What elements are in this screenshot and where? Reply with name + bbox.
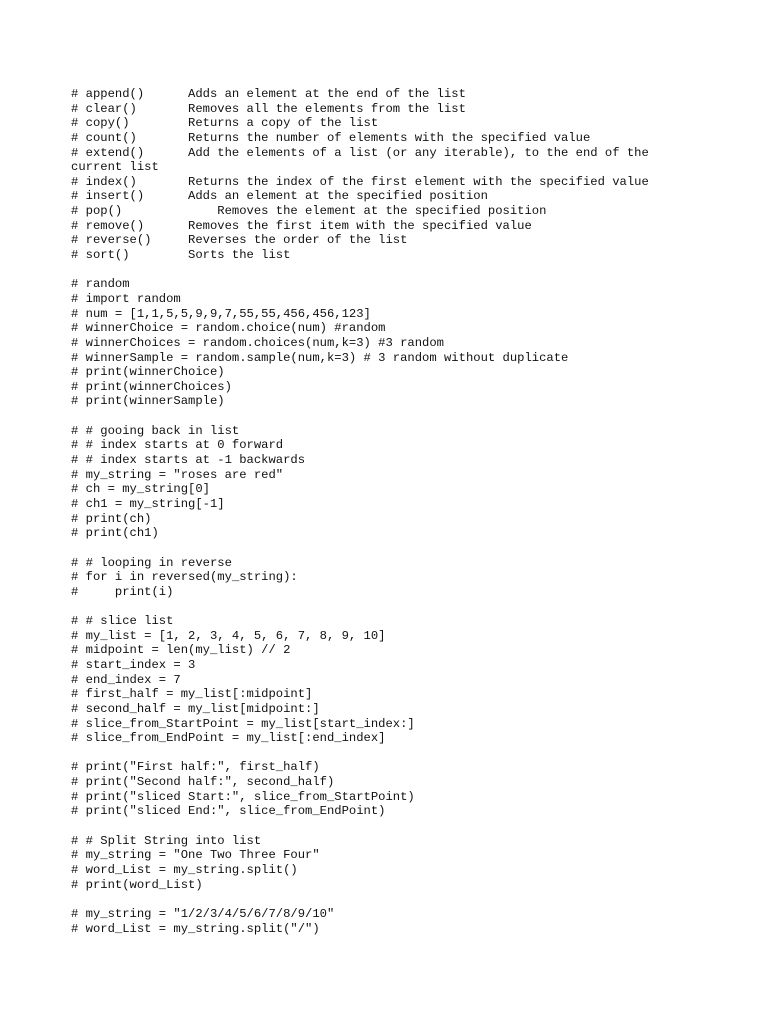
- code-line: # start_index = 3: [71, 657, 196, 672]
- code-line: # sort() Sorts the list: [71, 248, 291, 263]
- code-line: # copy() Returns a copy of the list: [71, 116, 379, 131]
- code-line: # my_string = "1/2/3/4/5/6/7/8/9/10": [71, 906, 335, 921]
- code-line: # my_string = "roses are red": [71, 467, 284, 482]
- code-line: # import random: [71, 291, 181, 306]
- code-line: # reverse() Reverses the order of the list: [71, 233, 408, 248]
- code-line: # end_index = 7: [71, 672, 181, 687]
- code-line: # extend() Add the elements of a list (or any iterable), to the end of the: [71, 145, 649, 160]
- code-line: # winnerSample = random.sample(num,k=3) # 3 random without duplicate: [71, 350, 569, 365]
- code-line: # print(ch): [71, 511, 152, 526]
- code-line: # count() Returns the number of elements with the specified value: [71, 130, 591, 145]
- code-line: # # looping in reverse: [71, 555, 232, 570]
- code-line: # num = [1,1,5,5,9,9,7,55,55,456,456,123]: [71, 306, 371, 321]
- code-line: [71, 599, 751, 614]
- code-line: # slice_from_StartPoint = my_list[start_index:]: [71, 716, 415, 731]
- code-line: [71, 263, 751, 278]
- code-line: # my_list = [1, 2, 3, 4, 5, 6, 7, 8, 9, 10]: [71, 628, 386, 643]
- code-line: [71, 892, 751, 907]
- code-line: # print(winnerChoices): [71, 379, 232, 394]
- code-line: # print("Second half:", second_half): [71, 775, 335, 790]
- code-line: # # slice list: [71, 614, 174, 629]
- code-line: # word_List = my_string.split(): [71, 862, 298, 877]
- code-line: # print(i): [71, 584, 174, 599]
- code-line: # print(ch1): [71, 526, 159, 541]
- code-line: # random: [71, 277, 130, 292]
- code-line: [71, 819, 751, 834]
- code-line: # for i in reversed(my_string):: [71, 570, 298, 585]
- code-line: # my_string = "One Two Three Four": [71, 848, 320, 863]
- code-line: # clear() Removes all the elements from the list: [71, 101, 466, 116]
- code-line: # word_List = my_string.split("/"): [71, 921, 320, 936]
- code-line: [71, 541, 751, 556]
- code-line: # # index starts at 0 forward: [71, 438, 284, 453]
- code-line: # ch = my_string[0]: [71, 482, 210, 497]
- code-line: # slice_from_EndPoint = my_list[:end_index]: [71, 731, 386, 746]
- code-line: # print(winnerSample): [71, 394, 225, 409]
- code-line: # winnerChoice = random.choice(num) #random: [71, 321, 386, 336]
- code-line: [71, 409, 751, 424]
- code-line: # remove() Removes the first item with the specified value: [71, 218, 532, 233]
- code-line: # # Split String into list: [71, 833, 262, 848]
- code-line: # ch1 = my_string[-1]: [71, 496, 225, 511]
- code-line: # pop() Removes the element at the specified position: [71, 204, 547, 219]
- code-line: # print("First half:", first_half): [71, 760, 320, 775]
- code-line: [71, 746, 751, 761]
- code-line: # midpoint = len(my_list) // 2: [71, 643, 291, 658]
- code-line: # insert() Adds an element at the specified position: [71, 189, 488, 204]
- code-line: # second_half = my_list[midpoint:]: [71, 701, 320, 716]
- code-line: # append() Adds an element at the end of the list: [71, 87, 466, 101]
- code-line: # print(word_List): [71, 877, 203, 892]
- code-line: # print(winnerChoice): [71, 365, 225, 380]
- code-line: # # gooing back in list: [71, 423, 240, 438]
- document-body: [71, 87, 751, 936]
- code-line: # print("sliced Start:", slice_from_StartPoint): [71, 789, 415, 804]
- code-line: # # index starts at -1 backwards: [71, 453, 306, 468]
- code-line: # first_half = my_list[:midpoint]: [71, 687, 313, 702]
- code-line: # index() Returns the index of the first element with the specified value: [71, 174, 649, 189]
- code-line: # print("sliced End:", slice_from_EndPoint): [71, 804, 386, 819]
- code-line: current list: [71, 160, 159, 175]
- code-line: # winnerChoices = random.choices(num,k=3) #3 random: [71, 335, 444, 350]
